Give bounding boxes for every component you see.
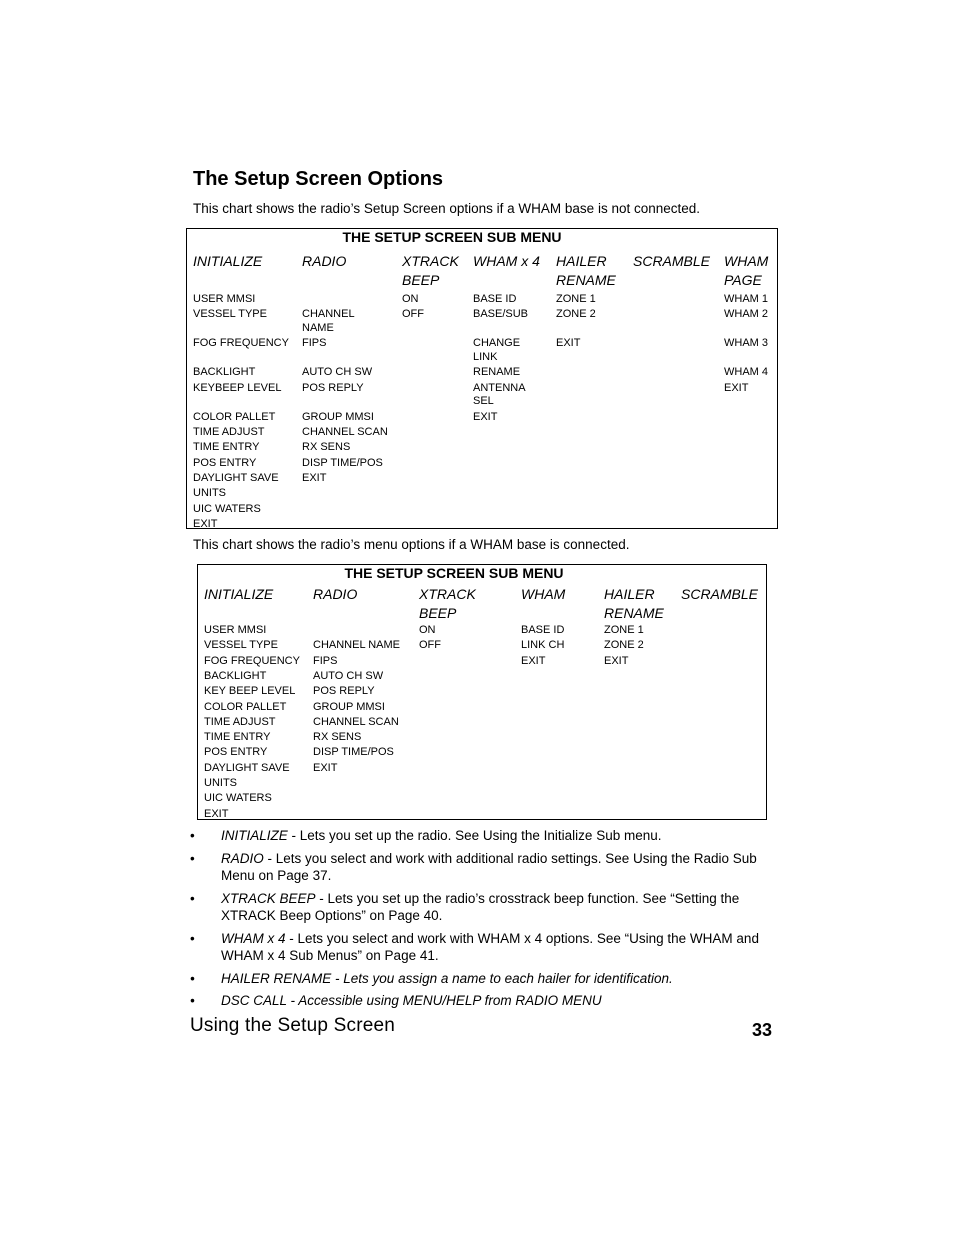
column-header (473, 252, 540, 271)
menu-option: EXIT (313, 762, 338, 774)
column-initialize (204, 585, 300, 820)
menu-option: EXIT (193, 518, 218, 530)
column-scramble (633, 252, 710, 271)
menu-option: UIC WATERS (204, 792, 272, 804)
column-header-line: WHAM (521, 586, 566, 602)
menu-option: ZONE 2 (556, 308, 596, 320)
menu-option: FOG FREQUENCY (193, 337, 289, 349)
column-radio (313, 585, 400, 774)
menu-option: ANTENNA (473, 382, 526, 394)
column-header-line: RENAME (556, 272, 616, 288)
page-number: 33 (752, 1020, 773, 1040)
column-header (193, 252, 262, 271)
column-hailer-rename (556, 252, 616, 349)
menu-option: EXIT (556, 337, 581, 349)
column-header (604, 585, 664, 623)
bullet-term: RADIO (221, 850, 264, 866)
menu-option: UNITS (204, 777, 237, 789)
menu-option: ON (402, 293, 419, 305)
column-header-line: RADIO (313, 586, 358, 602)
bullet-icon: • (190, 828, 195, 843)
menu-option: OFF (419, 639, 441, 651)
column-header-line: XTRACK (402, 253, 459, 269)
bullet-description: - Accessible using MENU/HELP from RADIO MENU (286, 993, 602, 1008)
bullet-term: DSC CALL (221, 993, 287, 1008)
menu-option: CHANNEL SCAN (302, 426, 388, 438)
menu-option: ON (419, 624, 436, 636)
menu-option: SEL (473, 395, 494, 407)
column-wham-page (724, 252, 769, 394)
column-header (633, 252, 710, 271)
intro-text-connected: This chart shows the radio’s menu options if a WHAM base is connected. (193, 537, 630, 552)
column-header (419, 585, 476, 623)
column-header (402, 252, 459, 290)
menu-option: GROUP MMSI (313, 701, 385, 713)
column-header-line: PAGE (724, 272, 762, 288)
menu-option: BACKLIGHT (204, 670, 267, 682)
menu-option: POS ENTRY (204, 746, 268, 758)
menu-option: ZONE 2 (604, 639, 644, 651)
menu-option: BASE ID (473, 293, 517, 305)
menu-option: NAME (302, 322, 334, 334)
menu-option: GROUP MMSI (302, 411, 374, 423)
column-header-line: WHAM (724, 253, 769, 269)
menu-option: ZONE 1 (604, 624, 644, 636)
menu-option: VESSEL TYPE (193, 308, 267, 320)
menu-option: UNITS (193, 487, 226, 499)
chart-title: THE SETUP SCREEN SUB MENU (342, 229, 562, 245)
menu-option: AUTO CH SW (302, 366, 373, 378)
bullet-description: - Lets you assign a name to each hailer for identification. (331, 970, 673, 986)
bullet-icon: • (190, 930, 195, 946)
menu-option: DISP TIME/POS (302, 457, 383, 469)
column-header-line: XTRACK (419, 586, 476, 602)
menu-option: CHANNEL NAME (313, 639, 400, 651)
column-xtrack-beep (419, 585, 476, 651)
menu-option: USER MMSI (193, 293, 256, 305)
menu-option: EXIT (302, 472, 327, 484)
menu-option: UIC WATERS (193, 503, 261, 515)
menu-option: COLOR PALLET (204, 701, 287, 713)
bullet-icon: • (190, 970, 195, 986)
column-header-line: RADIO (302, 253, 347, 269)
column-header (521, 585, 565, 604)
column-initialize (193, 252, 289, 530)
bullet-term: WHAM x 4 (221, 930, 286, 946)
menu-option: DAYLIGHT SAVE (193, 472, 279, 484)
bullet-item (190, 890, 780, 925)
menu-option: LINK CH (521, 639, 565, 651)
menu-option: CHANGE (473, 337, 521, 349)
column-header-line: SCRAMBLE (681, 586, 759, 602)
menu-option: TIME ADJUST (193, 426, 265, 438)
column-header-line: INITIALIZE (193, 253, 263, 269)
column-header (681, 585, 758, 604)
menu-option: FOG FREQUENCY (204, 655, 300, 667)
column-header (556, 252, 616, 290)
menu-option: DISP TIME/POS (313, 746, 394, 758)
menu-option: RX SENS (313, 731, 362, 743)
menu-option: WHAM 2 (724, 308, 768, 320)
menu-option: OFF (402, 308, 424, 320)
column-header-line: WHAM x 4 (473, 253, 540, 269)
bullet-description: - Lets you set up the radio. See Using the Initialize Sub menu. (287, 828, 662, 843)
bullet-icon: • (190, 993, 195, 1008)
bullet-item (190, 992, 780, 1010)
menu-option: AUTO CH SW (313, 670, 384, 682)
bullet-description: - Lets you select and work with additional radio settings. See Using the Radio Sub Menu on Page 37. (221, 850, 757, 883)
menu-option: WHAM 1 (724, 293, 768, 305)
menu-option: RX SENS (302, 441, 351, 453)
menu-option: FIPS (302, 337, 327, 349)
chart-title: THE SETUP SCREEN SUB MENU (344, 565, 564, 581)
column-wham-x4 (473, 252, 540, 423)
menu-option: EXIT (521, 655, 546, 667)
column-header-line: RENAME (604, 605, 664, 621)
menu-option: BASE ID (521, 624, 565, 636)
column-hailer-rename (604, 585, 664, 667)
bullet-term: INITIALIZE (221, 828, 288, 843)
column-radio (302, 252, 388, 484)
bullet-icon: • (190, 850, 195, 866)
column-header (724, 252, 768, 290)
bullet-item (190, 970, 780, 988)
menu-option: TIME ADJUST (204, 716, 276, 728)
column-header-line: HAILER (556, 253, 607, 269)
intro-text-not-connected: This chart shows the radio’s Setup Screen options if a WHAM base is not connected. (193, 201, 701, 216)
column-header-line: HAILER (604, 586, 655, 602)
column-header-line: SCRAMBLE (633, 253, 711, 269)
menu-option: LINK (473, 351, 498, 363)
menu-option: CHANNEL SCAN (313, 716, 399, 728)
column-header-line: INITIALIZE (204, 586, 274, 602)
menu-option: KEYBEEP LEVEL (193, 382, 282, 394)
page-title: The Setup Screen Options (193, 168, 444, 190)
column-scramble (681, 585, 758, 604)
bullet-term: XTRACK BEEP (221, 890, 316, 906)
setup-menu-chart-no-wham (186, 228, 778, 529)
menu-option: POS REPLY (313, 685, 375, 697)
bullet-description: - Lets you select and work with WHAM x 4 options. See “Using the WHAM and WHAM x 4 Sub Menus” on Page 41. (221, 930, 759, 963)
menu-option: USER MMSI (204, 624, 267, 636)
column-header-line: BEEP (419, 605, 457, 621)
menu-option: EXIT (473, 411, 498, 423)
bullet-item (190, 930, 780, 965)
column-xtrack-beep (402, 252, 459, 320)
menu-option: EXIT (204, 808, 229, 820)
column-header (313, 585, 357, 604)
setup-menu-chart-wham (197, 564, 767, 820)
bullet-item (190, 850, 780, 885)
bullet-icon: • (190, 890, 195, 906)
menu-option: COLOR PALLET (193, 411, 276, 423)
menu-option: EXIT (604, 655, 629, 667)
menu-option: WHAM 3 (724, 337, 768, 349)
menu-option: EXIT (724, 382, 749, 394)
menu-option: CHANNEL (302, 308, 355, 320)
menu-option: POS REPLY (302, 382, 364, 394)
menu-option: TIME ENTRY (204, 731, 271, 743)
menu-option: TIME ENTRY (193, 441, 260, 453)
option-descriptions (190, 827, 780, 1015)
menu-option: BASE/SUB (473, 308, 529, 320)
bullet-item (190, 827, 780, 845)
menu-option: WHAM 4 (724, 366, 768, 378)
bullet-term: HAILER RENAME (221, 970, 332, 986)
menu-option: POS ENTRY (193, 457, 257, 469)
menu-option: DAYLIGHT SAVE (204, 762, 290, 774)
column-wham (521, 585, 566, 667)
menu-option: RENAME (473, 366, 521, 378)
menu-option: BACKLIGHT (193, 366, 256, 378)
column-header (204, 585, 273, 604)
menu-option: VESSEL TYPE (204, 639, 278, 651)
menu-option: FIPS (313, 655, 338, 667)
menu-option: ZONE 1 (556, 293, 596, 305)
bullet-description: - Lets you set up the radio’s crosstrack beep function. See “Setting the XTRACK Beep Options” on Page 40. (221, 890, 740, 923)
menu-option: KEY BEEP LEVEL (204, 685, 296, 697)
column-header-line: BEEP (402, 272, 440, 288)
footer-section-title: Using the Setup Screen (190, 1015, 396, 1036)
column-header (302, 252, 346, 271)
